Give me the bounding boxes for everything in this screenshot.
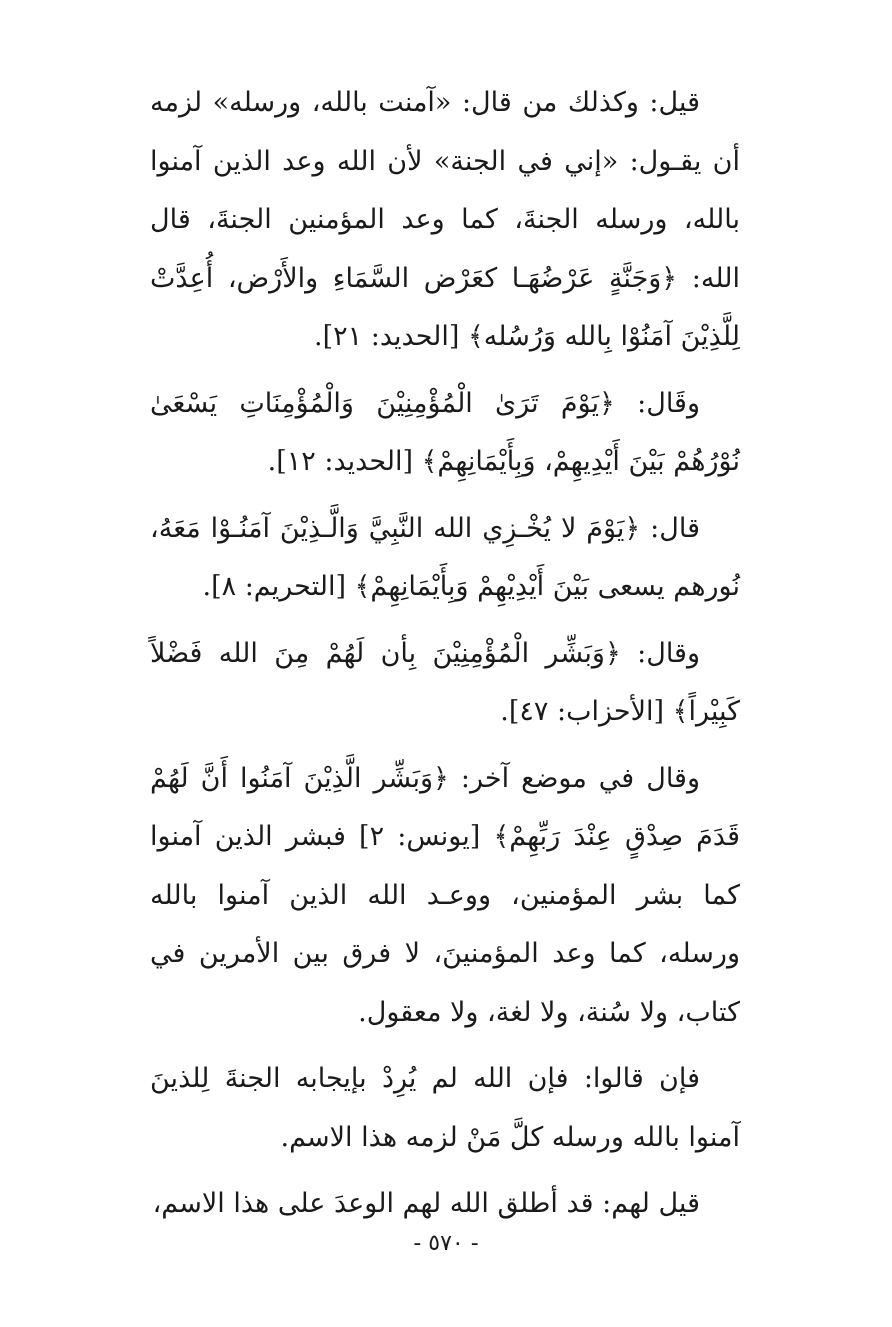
paragraph-3: قال: ﴿يَوْمَ لا يُخْـزِي الله النَّبِيَّ وَالَّـذِيْنَ آمَنُـوْا مَعَهُ، نُورهم يسعى بَيْنَ أَيْدِيْهِمْ وَبِأَيْمَانِهِمْ﴾ [التحريم: ٨]. <box>150 512 740 602</box>
page-body <box>150 74 740 1242</box>
paragraph-5: وقال في موضع آخر: ﴿وَبَشِّر الَّذِيْنَ آمَنُوا أَنَّ لَهُمْ قَدَمَ صِدْقٍ عِنْدَ رَبِّهِمْ﴾ [يونس: ٢] فبشر الذين آمنوا كما بشر المؤمنين، ووعـد الله الذين آمنوا بالله ورسله، كما وعد المؤمنينَ، لا فرق بين الأمرين في كتاب، ولا سُنة، ولا لغة، ولا معقول. <box>150 762 740 1028</box>
paragraph-6: فإن قالوا: فإن الله لم يُرِدْ بإيجابه الجنةَ لِلذينَ آمنوا بالله ورسله كلَّ مَنْ لزمه هذا الاسم. <box>150 1063 740 1153</box>
paragraph-1: قيل: وكذلك من قال: «آمنت بالله، ورسله» لزمه أن يقـول: «إني في الجنة» لأن الله وعد الذين آمنوا بالله، ورسله الجنةَ، كما وعد المؤمنين الجنةَ، قال الله: ﴿وَجَنَّةٍ عَرْضُهَـا كعَرْض السَّمَاءِ والأَرْض، أُعِدَّتْ لِلَّذِيْنَ آمَنُوْا بِالله وَرُسُله﴾ [الحديد: ٢١]. <box>150 87 740 352</box>
paragraph-7: قيل لهم: قد أطلق الله لهم الوعدَ على هذا الاسم، <box>152 1188 700 1219</box>
page-number: - ٥٧٠ - <box>413 1231 479 1256</box>
paragraph-4: وقال: ﴿وَبَشِّر الْمُؤْمِنِيْنَ بِأن لَهُمْ مِنَ الله فَضْلاً كَبِيْراً﴾ [الأحزاب: ٤٧]. <box>150 637 740 727</box>
paragraph-2: وقَال: ﴿يَوْمَ تَرَىٰ الْمُؤْمِنِيْنَ وَالْمُؤْمِنَاتِ يَسْعَىٰ نُوْرُهُمْ بَيْنَ أَيْدِيهِمْ، وَبِأَيْمَانِهِمْ﴾ [الحديد: ١٢]. <box>150 387 740 477</box>
